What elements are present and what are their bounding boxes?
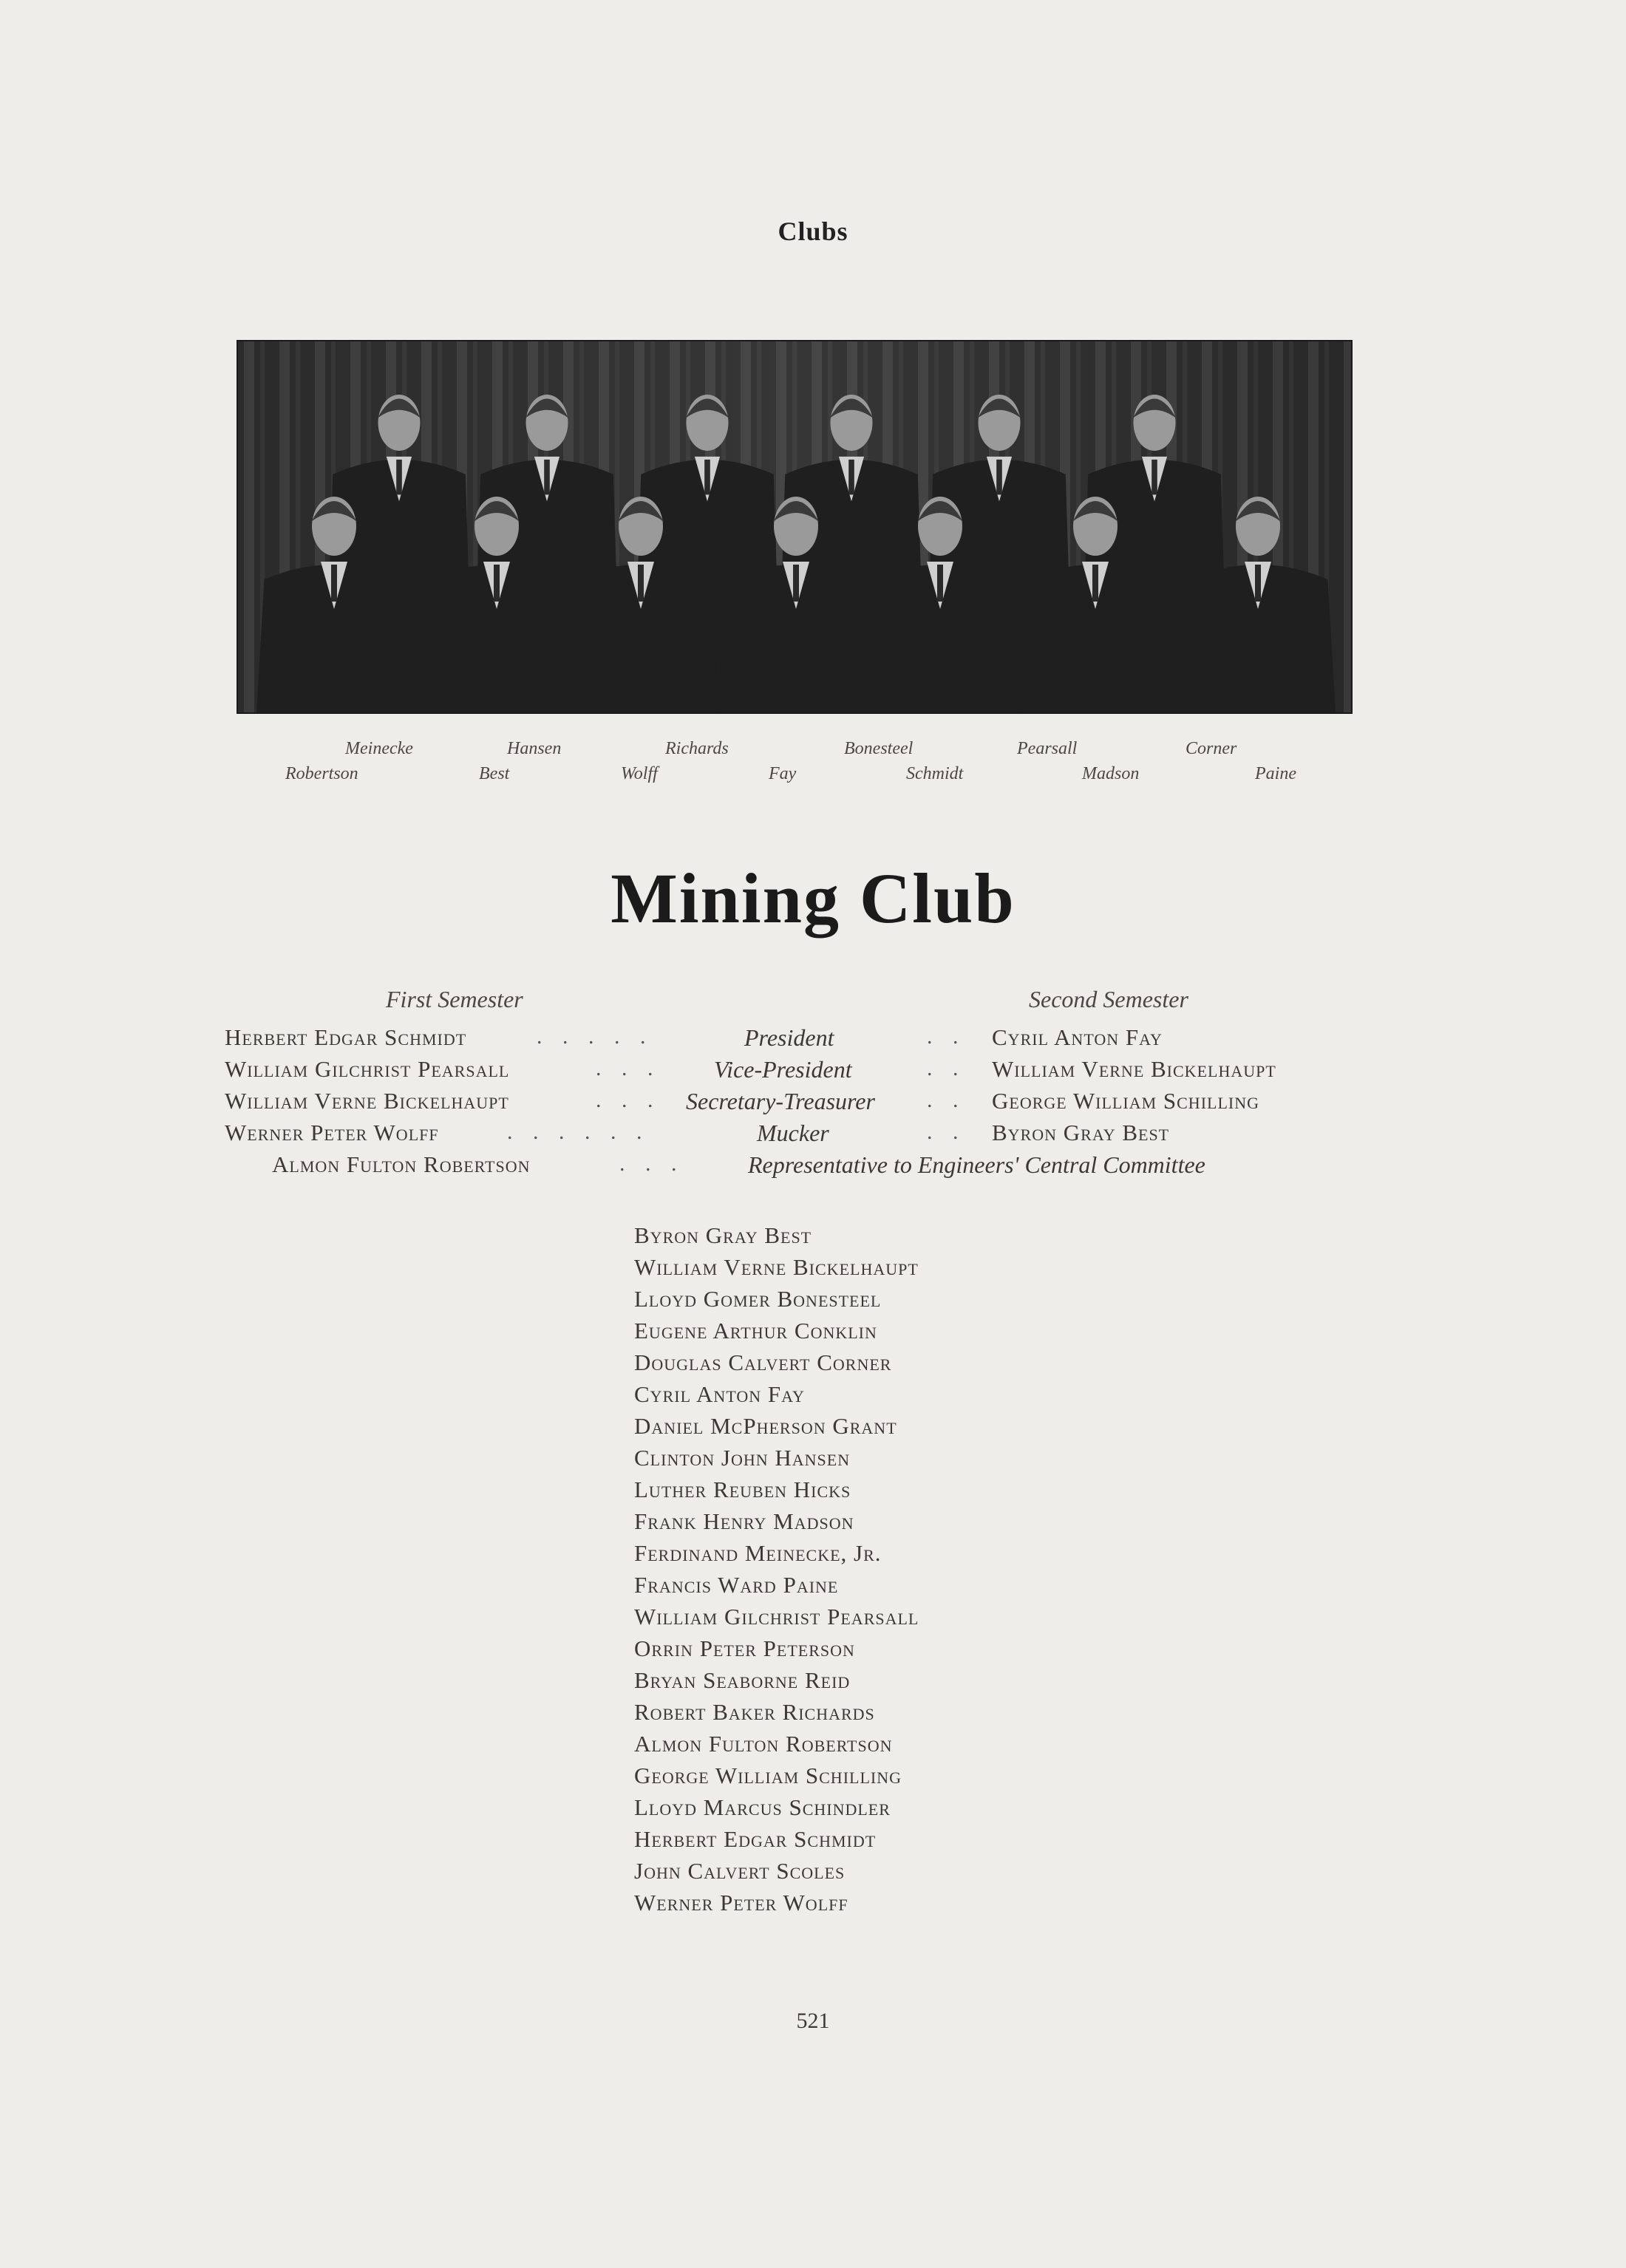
running-head: Clubs xyxy=(778,217,848,246)
officer-second-secretary-treasurer: George William Schilling xyxy=(992,1088,1259,1114)
member-20: Herbert Edgar Schmidt xyxy=(634,1826,877,1852)
member-3: Lloyd Gomer Bonesteel xyxy=(634,1286,882,1312)
office-vice-president: Vice-President xyxy=(714,1056,852,1083)
caption-front-2: Best xyxy=(479,764,510,783)
officer-dots-left-1: . . . . . xyxy=(537,1024,653,1049)
member-6: Cyril Anton Fay xyxy=(634,1381,805,1407)
officer-first-mucker: Werner Peter Wolff xyxy=(225,1120,439,1145)
officer-first-president: Herbert Edgar Schmidt xyxy=(225,1024,467,1050)
member-18: George William Schilling xyxy=(634,1763,902,1788)
caption-front-3: Wolff xyxy=(621,764,658,783)
representative-dots: . . . xyxy=(619,1151,684,1176)
office-president: President xyxy=(744,1024,834,1051)
representative-office: Representative to Engineers' Central Committee xyxy=(748,1151,1205,1178)
member-7: Daniel McPherson Grant xyxy=(634,1413,897,1439)
member-12: Francis Ward Paine xyxy=(634,1572,839,1598)
officer-second-president: Cyril Anton Fay xyxy=(992,1024,1163,1050)
second-semester-heading: Second Semester xyxy=(1029,986,1188,1012)
group-photo-image xyxy=(238,341,1351,712)
member-4: Eugene Arthur Conklin xyxy=(634,1318,877,1344)
group-photo xyxy=(237,340,1353,714)
officer-second-vice-president: William Verne Bickelhaupt xyxy=(992,1056,1276,1082)
caption-back-1: Meinecke xyxy=(345,739,413,758)
caption-front-4: Fay xyxy=(769,764,797,783)
member-5: Douglas Calvert Corner xyxy=(634,1349,892,1375)
member-8: Clinton John Hansen xyxy=(634,1445,851,1471)
caption-back-4: Bonesteel xyxy=(844,739,914,758)
page-number: 521 xyxy=(796,2009,830,2033)
officer-dots-right-2: . . xyxy=(927,1056,966,1080)
officer-second-mucker: Byron Gray Best xyxy=(992,1120,1170,1145)
member-10: Frank Henry Madson xyxy=(634,1508,854,1534)
officer-dots-right-1: . . xyxy=(927,1024,966,1049)
member-17: Almon Fulton Robertson xyxy=(634,1731,893,1757)
member-13: William Gilchrist Pearsall xyxy=(634,1604,919,1630)
caption-back-6: Corner xyxy=(1186,739,1237,758)
caption-front-7: Paine xyxy=(1255,764,1296,783)
representative-name: Almon Fulton Robertson xyxy=(272,1151,531,1177)
member-9: Luther Reuben Hicks xyxy=(634,1477,851,1502)
caption-back-2: Hansen xyxy=(507,739,562,758)
member-21: John Calvert Scoles xyxy=(634,1858,846,1884)
caption-front-5: Schmidt xyxy=(906,764,964,783)
member-16: Robert Baker Richards xyxy=(634,1699,875,1725)
office-secretary-treasurer: Secretary-Treasurer xyxy=(686,1088,875,1114)
officer-first-secretary-treasurer: William Verne Bickelhaupt xyxy=(225,1088,509,1114)
officer-dots-left-4: . . . . . . xyxy=(507,1120,650,1144)
officer-dots-right-4: . . xyxy=(927,1120,966,1144)
officer-dots-left-2: . . . xyxy=(596,1056,661,1080)
officer-dots-left-3: . . . xyxy=(596,1088,661,1112)
officer-dots-right-3: . . xyxy=(927,1088,966,1112)
officer-first-vice-president: William Gilchrist Pearsall xyxy=(225,1056,510,1082)
member-14: Orrin Peter Peterson xyxy=(634,1635,855,1661)
member-15: Bryan Seaborne Reid xyxy=(634,1667,851,1693)
first-semester-heading: First Semester xyxy=(386,986,523,1012)
caption-front-1: Robertson xyxy=(285,764,358,783)
member-22: Werner Peter Wolff xyxy=(634,1890,848,1915)
member-1: Byron Gray Best xyxy=(634,1222,812,1248)
page-title: Mining Club xyxy=(610,859,1016,938)
office-mucker: Mucker xyxy=(757,1120,829,1146)
member-2: William Verne Bickelhaupt xyxy=(634,1254,919,1280)
member-19: Lloyd Marcus Schindler xyxy=(634,1794,891,1820)
caption-front-6: Madson xyxy=(1082,764,1140,783)
member-11: Ferdinand Meinecke, Jr. xyxy=(634,1540,882,1566)
caption-back-5: Pearsall xyxy=(1017,739,1078,758)
caption-back-3: Richards xyxy=(665,739,729,758)
